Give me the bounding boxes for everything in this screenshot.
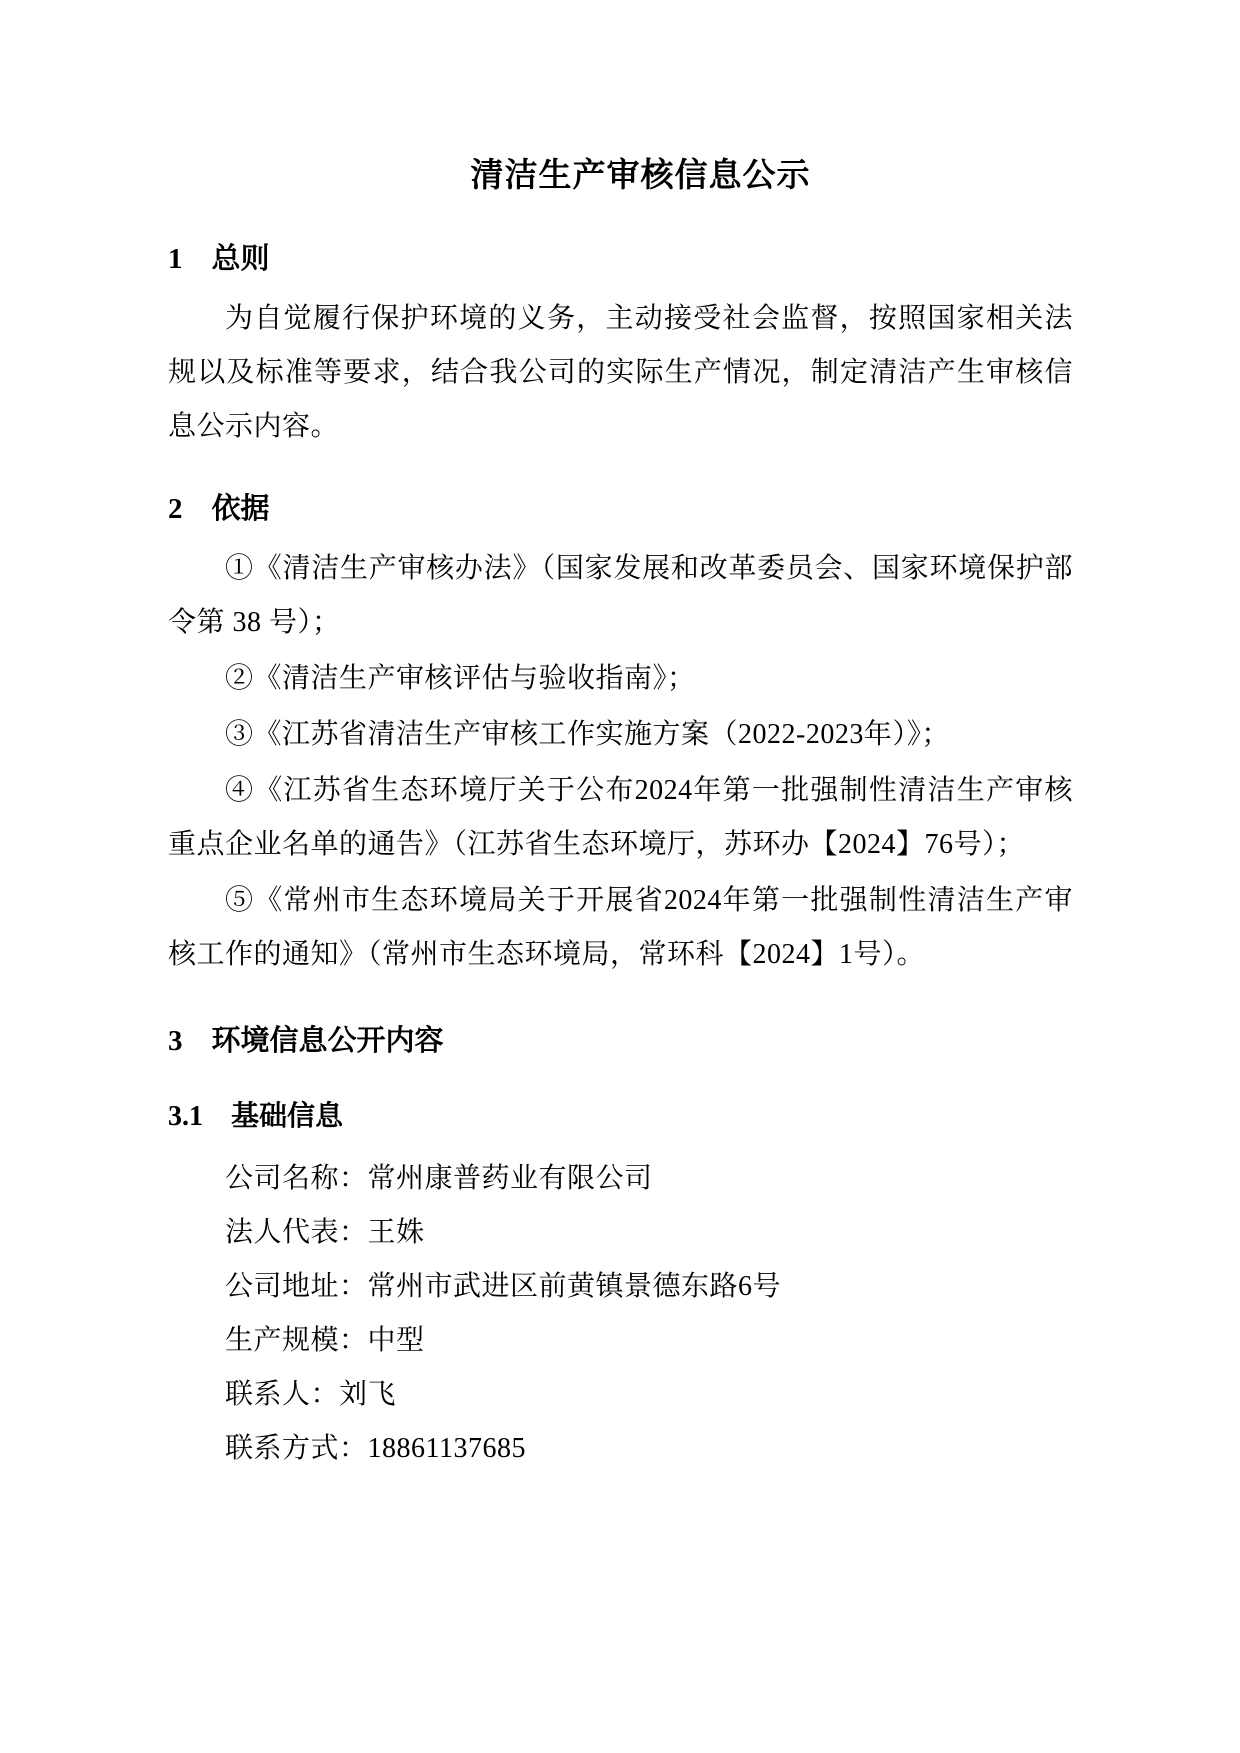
section-2-heading: 2 依据 [168,493,270,525]
reference-item-3: ③《江苏省清洁生产审核工作实施方案（2022-2023年）》； [225,719,950,750]
field-company-name: 公司名称：常州康普药业有限公司 [225,1163,653,1194]
section-3-1-heading: 3.1 基础信息 [168,1101,344,1132]
field-production-scale: 生产规模：中型 [225,1325,425,1356]
section-3-heading: 3 环境信息公开内容 [168,1025,444,1057]
reference-item-4: ④《江苏省生态环境厅关于公布2024年第一批强制性清洁生产审核重点企业名单的通告》（江苏省生态环境厅，苏环办【2024】76号）； [168,775,1073,860]
section-1-paragraph: 为自觉履行保护环境的义务，主动接受社会监督，按照国家相关法规以及标准等要求，结合我公司的实际生产情况，制定清洁产生审核信息公示内容。 [168,303,1073,442]
reference-item-1: ①《清洁生产审核办法》（国家发展和改革委员会、国家环境保护部令第 38 号）； [168,553,1073,638]
field-contact-person: 联系人：刘飞 [225,1379,397,1410]
document-title: 清洁生产审核信息公示 [470,156,811,193]
field-contact-phone: 联系方式：18861137685 [225,1433,526,1464]
field-company-address: 公司地址：常州市武进区前黄镇景德东路6号 [225,1271,782,1302]
reference-item-5: ⑤《常州市生态环境局关于开展省2024年第一批强制性清洁生产审核工作的通知》（常州市生态环境局，常环科【2024】1号）。 [168,885,1073,970]
reference-item-2: ②《清洁生产审核评估与验收指南》； [225,663,696,694]
section-1-heading: 1 总则 [168,243,270,275]
field-legal-representative: 法人代表：王姝 [225,1217,425,1248]
